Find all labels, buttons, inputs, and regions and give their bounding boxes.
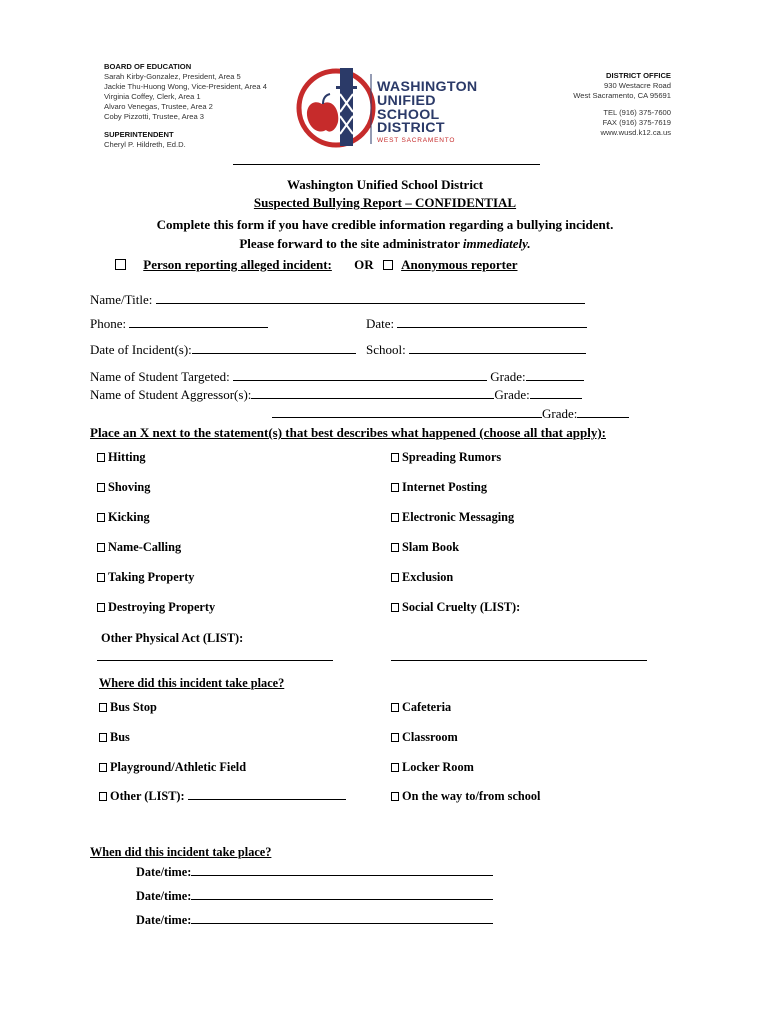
- other-physical-label: Other Physical Act (LIST):: [101, 631, 244, 645]
- date-time-label: Date/time:: [136, 913, 192, 927]
- district-office: [521, 71, 671, 138]
- incident-date-label: Date of Incident(s):: [90, 342, 192, 357]
- date-label: Date:: [366, 316, 395, 331]
- where-locker-room[interactable]: Locker Room: [391, 760, 474, 775]
- grade-label: Grade:: [490, 369, 526, 384]
- name-title-row: [90, 292, 585, 308]
- header-divider: [233, 164, 540, 165]
- person-reporting-checkbox[interactable]: [115, 259, 126, 270]
- checkbox[interactable]: [97, 573, 105, 582]
- student-aggressor-label: Name of Student Aggressor(s):: [90, 387, 252, 402]
- phone-row: [90, 316, 268, 332]
- where-classroom[interactable]: Classroom: [391, 730, 458, 745]
- where-playground[interactable]: Playground/Athletic Field: [99, 760, 246, 775]
- district-wordmark: WASHINGTON UNIFIED SCHOOL DISTRICT: [377, 79, 478, 137]
- checkbox[interactable]: [99, 733, 107, 742]
- other-physical-field[interactable]: [97, 660, 333, 661]
- date-time-row: [136, 912, 493, 928]
- superintendent-heading: SUPERINTENDENT: [104, 130, 174, 139]
- statement-spreading-rumors[interactable]: Spreading Rumors: [391, 450, 501, 465]
- where-other-field[interactable]: [188, 789, 346, 800]
- checkbox[interactable]: [391, 792, 399, 801]
- date-time-row: [136, 888, 493, 904]
- school-row: [366, 342, 586, 358]
- checkbox[interactable]: [391, 603, 399, 612]
- statement-hitting[interactable]: Hitting: [97, 450, 146, 465]
- grade-label: Grade:: [542, 406, 578, 421]
- logo-subtitle: WEST SACRAMENTO: [377, 137, 456, 144]
- office-phone: TEL (916) 375-7600: [603, 108, 671, 117]
- checkbox[interactable]: [97, 513, 105, 522]
- phone-label: Phone:: [90, 316, 127, 331]
- statement-kicking[interactable]: Kicking: [97, 510, 150, 525]
- board-heading: BOARD OF EDUCATION: [104, 62, 192, 71]
- statement-electronic-messaging[interactable]: Electronic Messaging: [391, 510, 514, 525]
- statement-internet-posting[interactable]: Internet Posting: [391, 480, 487, 495]
- board-member: Sarah Kirby-Gonzalez, President, Area 5: [104, 72, 241, 81]
- where-heading: Where did this incident take place?: [99, 676, 285, 690]
- date-time-field[interactable]: [191, 912, 493, 924]
- incident-date-field[interactable]: [192, 342, 356, 354]
- date-row: [366, 316, 587, 332]
- date-time-label: Date/time:: [136, 889, 192, 903]
- or-label: OR: [354, 257, 374, 272]
- board-member: Jackie Thu-Huong Wong, Vice-President, Area 4: [104, 82, 267, 91]
- checkbox[interactable]: [391, 483, 399, 492]
- statement-slam-book[interactable]: Slam Book: [391, 540, 459, 555]
- checkbox[interactable]: [99, 703, 107, 712]
- date-field[interactable]: [397, 316, 587, 328]
- checkbox[interactable]: [99, 792, 107, 801]
- grade-field[interactable]: [530, 387, 582, 399]
- where-bus-stop[interactable]: Bus Stop: [99, 700, 157, 715]
- person-reporting-label: Person reporting alleged incident:: [143, 257, 332, 272]
- phone-field[interactable]: [129, 316, 268, 328]
- when-heading: When did this incident take place?: [90, 845, 272, 859]
- statements-heading: Place an X next to the statement(s) that best describes what happened (choose all that apply):: [90, 425, 606, 440]
- board-member: Virginia Coffey, Clerk, Area 1: [104, 92, 201, 101]
- checkbox[interactable]: [391, 513, 399, 522]
- school-field[interactable]: [409, 342, 586, 354]
- anonymous-checkbox[interactable]: [383, 260, 393, 270]
- student-targeted-label: Name of Student Targeted:: [90, 369, 230, 384]
- reporter-row: [115, 257, 518, 273]
- statement-shoving[interactable]: Shoving: [97, 480, 150, 495]
- date-time-field[interactable]: [191, 864, 493, 876]
- checkbox[interactable]: [97, 543, 105, 552]
- grade-field[interactable]: [577, 406, 629, 418]
- form-subtitle: Suspected Bullying Report – CONFIDENTIAL: [253, 195, 517, 210]
- checkbox[interactable]: [97, 453, 105, 462]
- student-targeted-row: [90, 369, 584, 385]
- instruction-line-2: Please forward to the site administrator immediately.: [239, 236, 531, 251]
- superintendent-name: Cheryl P. Hildreth, Ed.D.: [104, 140, 186, 149]
- student-aggressor-field[interactable]: [251, 387, 494, 399]
- statement-social-cruelty[interactable]: Social Cruelty (LIST):: [391, 600, 520, 615]
- date-time-row: [136, 864, 493, 880]
- social-cruelty-field[interactable]: [391, 660, 647, 661]
- checkbox[interactable]: [391, 733, 399, 742]
- board-member: Coby Pizzotti, Trustee, Area 3: [104, 112, 205, 121]
- checkbox[interactable]: [99, 763, 107, 772]
- instruction-line-1: Complete this form if you have credible information regarding a bullying incident.: [156, 217, 614, 232]
- office-website: www.wusd.k12.ca.us: [600, 128, 671, 137]
- office-address: West Sacramento, CA 95691: [573, 91, 671, 100]
- checkbox[interactable]: [391, 763, 399, 772]
- office-fax: FAX (916) 375-7619: [602, 118, 671, 127]
- checkbox[interactable]: [97, 603, 105, 612]
- anonymous-label: Anonymous reporter: [401, 257, 518, 272]
- board-of-education: [104, 62, 267, 150]
- statement-name-calling[interactable]: Name-Calling: [97, 540, 181, 555]
- grade-label: Grade:: [494, 387, 530, 402]
- student-targeted-field[interactable]: [233, 369, 487, 381]
- date-time-label: Date/time:: [136, 865, 192, 879]
- checkbox[interactable]: [391, 453, 399, 462]
- form-title: Washington Unified School District: [286, 177, 484, 192]
- where-bus[interactable]: Bus: [99, 730, 130, 745]
- office-heading: DISTRICT OFFICE: [606, 71, 671, 80]
- name-title-field[interactable]: [156, 292, 585, 304]
- school-label: School:: [366, 342, 406, 357]
- incident-date-row: [90, 342, 356, 358]
- where-to-from-school[interactable]: On the way to/from school: [391, 789, 540, 804]
- checkbox[interactable]: [391, 543, 399, 552]
- additional-student-field[interactable]: [272, 406, 542, 418]
- statement-taking-property[interactable]: Taking Property: [97, 570, 194, 585]
- where-cafeteria[interactable]: Cafeteria: [391, 700, 451, 715]
- grade-field[interactable]: [526, 369, 584, 381]
- date-time-field[interactable]: [191, 888, 493, 900]
- student-aggressor-row: [90, 387, 582, 403]
- checkbox[interactable]: [391, 703, 399, 712]
- checkbox[interactable]: [391, 573, 399, 582]
- where-other[interactable]: Other (LIST):: [99, 789, 346, 804]
- board-member: Alvaro Venegas, Trustee, Area 2: [104, 102, 213, 111]
- statement-exclusion[interactable]: Exclusion: [391, 570, 453, 585]
- name-title-label: Name/Title:: [90, 292, 153, 307]
- statement-destroying-property[interactable]: Destroying Property: [97, 600, 215, 615]
- checkbox[interactable]: [97, 483, 105, 492]
- additional-student-row: [272, 406, 629, 422]
- office-address: 930 Westacre Road: [604, 81, 671, 90]
